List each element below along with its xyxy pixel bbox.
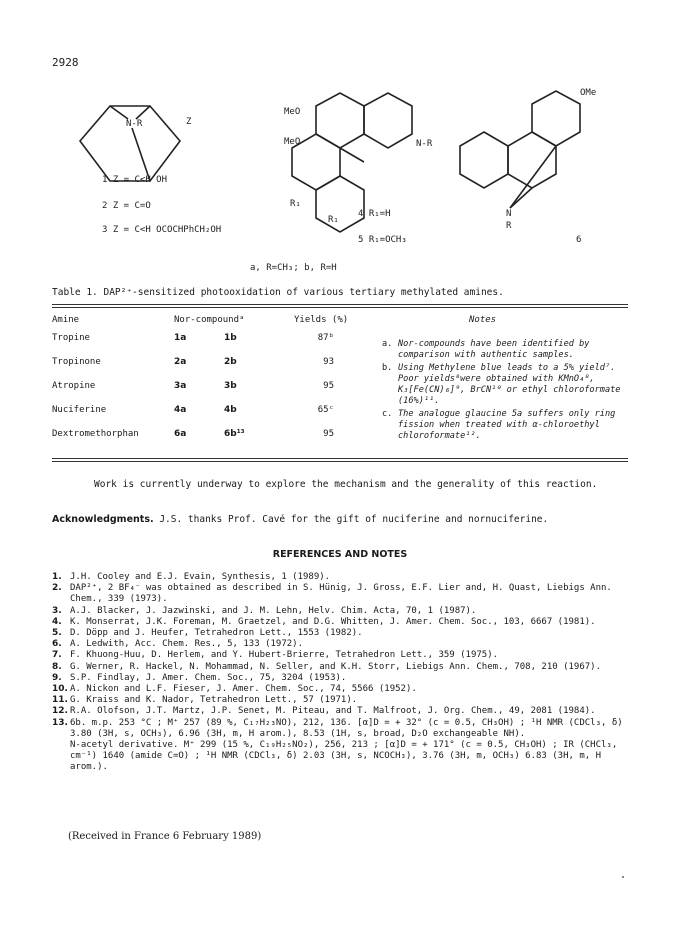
morphinan-n-label: N xyxy=(506,209,512,219)
reference-item: 9. S.P. Findlay, J. Amer. Chem. Soc., 75, 3204 (1953). xyxy=(52,672,347,683)
yield-cell: 95 xyxy=(323,381,334,391)
received-date: (Received in France 6 February 1989) xyxy=(68,831,262,842)
reference-item: 6. A. Ledwith, Acc. Chem. Res., 5, 133 (1972). xyxy=(52,639,303,650)
work-paragraph: Work is currently underway to explore the mechanism and the generality of this reaction. xyxy=(94,479,598,490)
r1-label-1: R₁ xyxy=(290,199,301,209)
compound-b: 2b xyxy=(224,357,237,367)
table-caption: Table 1. DAP²⁺-sensitized photooxidation of various tertiary methylated amines. xyxy=(52,287,504,298)
compound-4: 4 R₁=H xyxy=(358,209,391,219)
note-text: Using Methylene blue leads to a 5% yield⁷. Poor yields⁸were obtained with KMnO₄⁸, K₃[Fe(CN)₆]⁹, BrCN¹⁰ or ethyl chloroformate (16%)¹¹. xyxy=(398,363,621,406)
reference-item: 12. R.A. Olofson, J.T. Martz, J.P. Senet, M. Piteau, and T. Malfroot, J. Org. Chem., 49, 2081 (1984). xyxy=(52,706,596,717)
note-a xyxy=(382,339,632,361)
r1-label-2: R₁ xyxy=(328,215,339,225)
tropane-n-label: N-R xyxy=(126,119,143,129)
reference-item: 4. K. Monserrat, J.K. Foreman, M. Graetzel, and D.G. Whitten, J. Amer. Chem. Soc., 103, 6667 (1981). xyxy=(52,616,596,627)
compound-b: 6b¹³ xyxy=(224,429,245,439)
reference-item-continued: N-acetyl derivative. M⁺ 299 (15 %, C₁₉H₂₅NO₂), 256, 213 ; [α]D = + 171° (c = 0.5, CH₃OH) ; IR (CHCl₃, cm⁻¹) 1640 (amide C=O) ; ¹H NMR (CDCl₃, δ) 2.03 (3H, s, NCOCH₃), 3.76 (3H, m, OCH₃) 6.83 (3H, m, H arom.). xyxy=(70,740,618,773)
compound-a: 2a xyxy=(174,357,187,367)
chemical-structures-figure xyxy=(40,86,650,276)
tropane-z-label: Z xyxy=(186,117,192,127)
note-b xyxy=(382,363,632,407)
page-number: 2928 xyxy=(52,56,79,69)
references-list xyxy=(52,572,632,774)
amine-cell: Tropinone xyxy=(52,357,101,367)
reference-item: 10. A. Nickon and L.F. Fieser, J. Amer. Chem. Soc., 74, 5566 (1952). xyxy=(52,684,417,695)
col-nor-compound: Nor-compoundᵃ xyxy=(174,315,245,325)
variant-legend: a, R=CH₃; b, R=H xyxy=(250,263,337,273)
scan-speck xyxy=(622,876,624,878)
amine-cell: Nuciferine xyxy=(52,405,107,415)
yield-cell: 87ᵇ xyxy=(317,333,334,343)
results-table xyxy=(52,315,628,453)
yield-cell: 93 xyxy=(323,357,334,367)
ack-text: J.S. thanks Prof. Cavé for the gift of nuciferine and nornuciferine. xyxy=(159,514,549,525)
reference-item: 2. DAP²⁺, 2 BF₄⁻ was obtained as described in S. Hünig, J. Gross, E.F. Lier and, H. Quast, Liebigs Ann. Chem., 339 (1973). xyxy=(52,583,612,605)
yield-cell: 95 xyxy=(323,429,334,439)
compound-cell xyxy=(174,381,294,405)
reference-item: 3. A.J. Blacker, J. Jazwinski, and J. M. Lehn, Helv. Chim. Acta, 70, 1 (1987). xyxy=(52,605,477,616)
compound-6: 6 xyxy=(576,235,582,245)
reference-item: 11. G. Kraiss and K. Nador, Tetrahedron Lett., 57 (1971). xyxy=(52,695,358,706)
yield-cell: 65ᶜ xyxy=(317,405,334,415)
ome-label: OMe xyxy=(580,88,597,98)
reference-item: 13. 6b. m.p. 253 °C ; M⁺ 257 (89 %, C₁₇H₂₃NO), 212, 136. [α]D = + 32° (c = 0.5, CH₃OH) ; ¹H NMR (CDCl₃, δ) 3.80 (3H, s, OCH₃), 6.96 (3H, m, H arom.), 8.53 (1H, s, broad, D₂O exchangeable NH). xyxy=(52,717,623,739)
note-text: Nor-compounds have been identified by comparison with authentic samples. xyxy=(398,339,590,360)
table-bottom-rule xyxy=(52,458,628,459)
structures-svg xyxy=(40,86,650,276)
table-top-rule xyxy=(52,304,628,305)
compound-a: 1a xyxy=(174,333,187,343)
reference-item: 1. J.H. Cooley and E.J. Evain, Synthesis, 1 (1989). xyxy=(52,572,331,582)
compound-5: 5 R₁=OCH₃ xyxy=(358,235,407,245)
table-top-rule-2 xyxy=(52,307,628,308)
compound-a: 6a xyxy=(174,429,187,439)
ack-label: Acknowledgments. xyxy=(52,514,154,525)
morphinan-r-label: R xyxy=(506,221,512,231)
amine-cell: Dextromethorphan xyxy=(52,429,139,439)
col-notes: Notes xyxy=(469,315,497,325)
references-heading: REFERENCES AND NOTES xyxy=(272,549,408,560)
compound-a: 4a xyxy=(174,405,187,415)
compound-b: 4b xyxy=(224,405,237,415)
table-notes xyxy=(382,339,632,444)
compound-cell xyxy=(174,357,294,381)
morphinan-skeleton xyxy=(460,91,580,208)
compound-cell xyxy=(174,429,294,453)
aporphine-n-label: N-R xyxy=(416,139,433,149)
note-text: The analogue glaucine 5a suffers only ring fission when treated with α-chloroethyl chloroformate¹². xyxy=(398,409,616,441)
note-key: c. xyxy=(382,409,393,419)
compound-3: 3 Z = C<H OCOCHPhCH₂OH xyxy=(102,225,222,235)
col-yields: Yields (%) xyxy=(294,315,349,325)
reference-item: 7. F. Khuong-Huu, D. Herlem, and Y. Hubert-Brierre, Tetrahedron Lett., 359 (1975). xyxy=(52,650,499,661)
amine-cell: Tropine xyxy=(52,333,90,343)
compound-b: 1b xyxy=(224,333,237,343)
compound-a: 3a xyxy=(174,381,187,391)
compound-cell xyxy=(174,333,294,357)
reference-item: 8. G. Werner, R. Hackel, N. Mohammad, N. Seller, and K.H. Storr, Liebigs Ann. Chem., 708, 210 (1967). xyxy=(52,661,602,672)
aporphine-skeleton xyxy=(292,93,412,232)
compound-1: 1 Z = C<H OH xyxy=(102,175,168,185)
meo-label-2: MeO xyxy=(284,137,301,147)
compound-b: 3b xyxy=(224,381,237,391)
compound-cell xyxy=(174,405,294,429)
tropane-skeleton xyxy=(80,106,180,181)
reference-item: 5. D. Döpp and J. Heufer, Tetrahedron Lett., 1553 (1982). xyxy=(52,628,363,639)
amine-cell: Atropine xyxy=(52,381,96,391)
acknowledgments xyxy=(52,513,548,527)
meo-label-1: MeO xyxy=(284,107,301,117)
col-amine: Amine xyxy=(52,315,80,325)
note-c xyxy=(382,409,632,442)
compound-2: 2 Z = C=O xyxy=(102,201,151,211)
note-key: a. xyxy=(382,339,393,349)
table-bottom-rule-2 xyxy=(52,461,628,462)
note-key: b. xyxy=(382,363,393,373)
